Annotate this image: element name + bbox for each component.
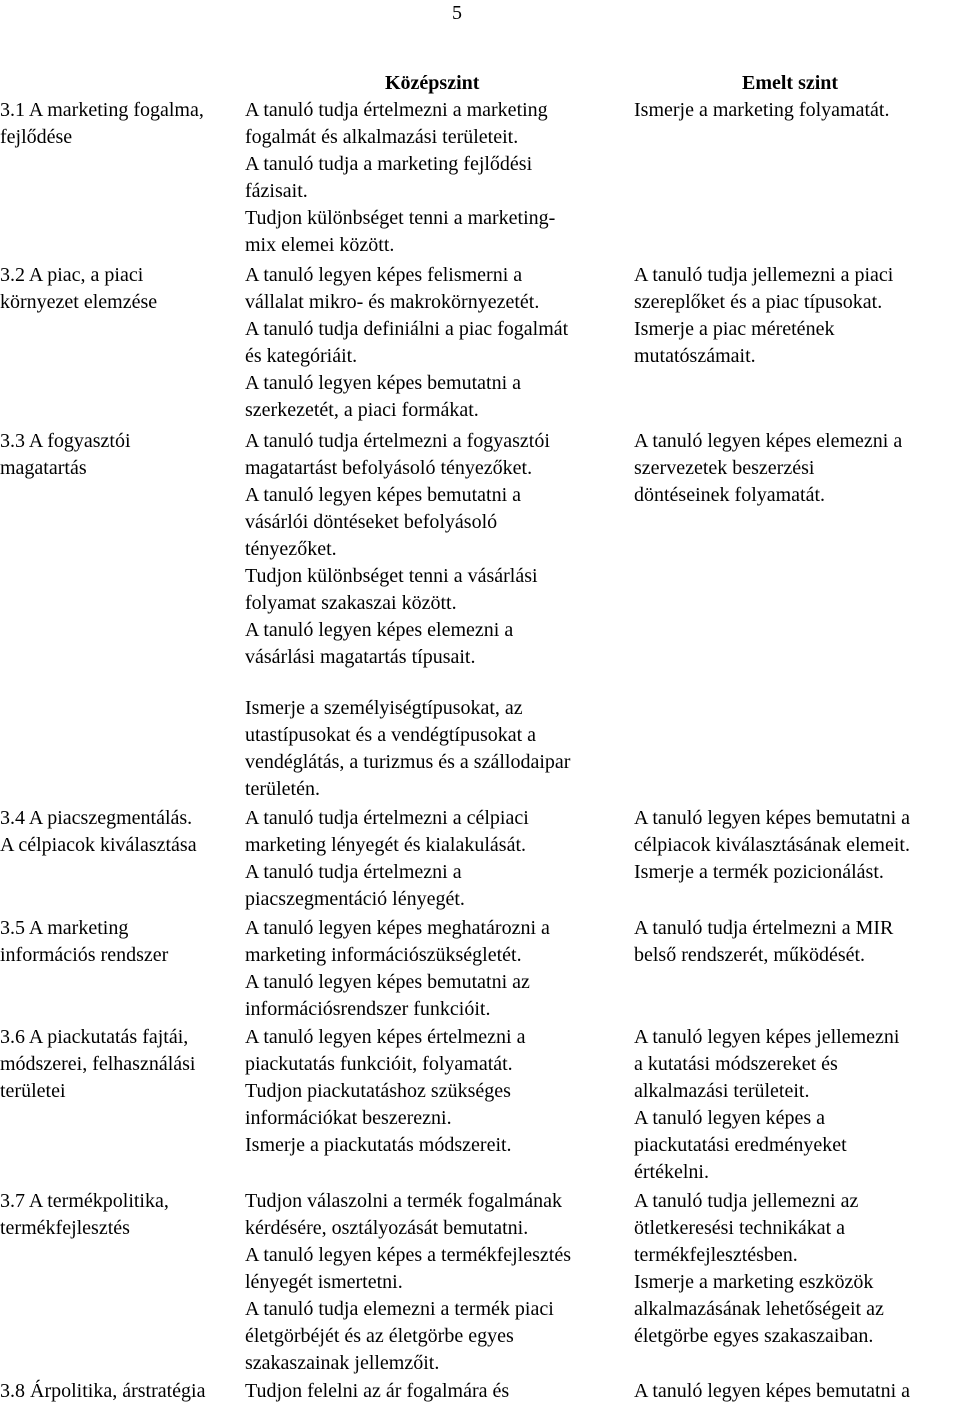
text-line: A tanuló legyen képes bemutatni a [245, 372, 522, 394]
text-line: A tanuló tudja jellemezni az [634, 1190, 859, 1212]
text-line: kérdésére, osztályozását bemutatni. [245, 1217, 529, 1239]
text-line: Tudjon különbséget tenni a marketing- [245, 207, 556, 229]
page-number: 5 [452, 2, 462, 24]
text-line: Ismerje a piackutatás módszereit. [245, 1134, 512, 1156]
text-line: magatartást befolyásoló tényezőket. [245, 457, 533, 479]
topic-cell [0, 1024, 195, 1105]
topic-cell [0, 915, 168, 969]
text-line: A tanuló legyen képes bemutatni a [634, 1380, 911, 1402]
text-line: A tanuló tudja definiálni a piac fogalmát [245, 318, 569, 340]
text-line: folyamat szakaszai között. [245, 592, 457, 614]
topic-cell [0, 1378, 206, 1405]
text-line: 3.4 A piacszegmentálás. [0, 807, 193, 829]
text-line: Tudjon válaszolni a termék fogalmának [245, 1190, 562, 1212]
topic-cell [0, 1188, 169, 1242]
text-line: 3.1 A marketing fogalma, [0, 99, 204, 121]
text-line: magatartás [0, 457, 87, 479]
text-line: termékfejlesztés [0, 1217, 130, 1239]
text-line: A tanuló legyen képes bemutatni az [245, 971, 530, 993]
text-line: marketing információszükségletét. [245, 944, 522, 966]
text-line: mix elemei között. [245, 234, 395, 256]
text-line: szereplőket és a piac típusokat. [634, 291, 883, 313]
text-line: piackutatási eredményeket [634, 1134, 847, 1156]
text-line: Ismerje a termék pozicionálást. [634, 861, 884, 883]
text-line: A tanuló tudja a marketing fejlődési [245, 153, 533, 175]
text-line: A tanuló tudja elemezni a termék piaci [245, 1298, 554, 1320]
text-line: vásárlói döntéseket befolyásoló [245, 511, 498, 533]
emelt-szint-cell [634, 1024, 899, 1186]
text-line: piackutatás funkcióit, folyamatát. [245, 1053, 513, 1075]
text-line: A tanuló legyen képes elemezni a [245, 619, 514, 641]
text-line: belső rendszerét, működését. [634, 944, 866, 966]
text-line: területén. [245, 778, 320, 800]
text-line: 3.3 A fogyasztói [0, 430, 131, 452]
emelt-szint-cell [634, 1188, 884, 1350]
text-line: A tanuló legyen képes a termékfejlesztés [245, 1244, 571, 1266]
text-line: utastípusokat és a vendégtípusokat a [245, 724, 537, 746]
text-line: szerkezetét, a piaci formákat. [245, 399, 479, 421]
text-line: Ismerje a személyiségtípusokat, az [245, 697, 523, 719]
text-line: A tanuló legyen képes jellemezni [634, 1026, 900, 1048]
kozepszint-cell [245, 915, 550, 1023]
text-line: területei [0, 1080, 66, 1102]
kozepszint-cell [245, 428, 550, 671]
text-line: piacszegmentáció lényegét. [245, 888, 465, 910]
text-line: vendéglátás, a turizmus és a szállodaipar [245, 751, 571, 773]
text-line: A tanuló tudja értelmezni a MIR [634, 917, 894, 939]
text-line: ötletkeresési technikákat a [634, 1217, 846, 1239]
emelt-szint-cell [634, 428, 902, 509]
text-line: A tanuló legyen képes meghatározni a [245, 917, 550, 939]
text-line: A tanuló tudja jellemezni a piaci [634, 264, 894, 286]
text-line: és kategóriáit. [245, 345, 358, 367]
emelt-szint-cell [634, 262, 893, 370]
text-line: A tanuló legyen képes bemutatni a [634, 807, 911, 829]
text-line: A tanuló legyen képes a [634, 1107, 826, 1129]
text-line: fejlődése [0, 126, 73, 148]
text-line: módszerei, felhasználási [0, 1053, 196, 1075]
text-line: 3.2 A piac, a piaci [0, 264, 144, 286]
text-line: értékelni. [634, 1161, 709, 1183]
text-line: Tudjon piackutatáshoz szükséges [245, 1080, 511, 1102]
kozepszint-cell [245, 1188, 571, 1377]
text-line: Ismerje a marketing folyamatát. [634, 99, 890, 121]
text-line: A tanuló tudja értelmezni a [245, 861, 462, 883]
text-line: vásárlási magatartás típusait. [245, 646, 476, 668]
text-line: A tanuló tudja értelmezni a célpiaci [245, 807, 529, 829]
header-kozepszint: Középszint [385, 72, 480, 94]
text-line: A tanuló tudja értelmezni a marketing [245, 99, 548, 121]
text-line: 3.5 A marketing [0, 917, 129, 939]
topic-cell [0, 262, 157, 316]
emelt-szint-cell [634, 1378, 910, 1405]
text-line: A célpiacok kiválasztása [0, 834, 197, 856]
text-line: célpiacok kiválasztásának elemeit. [634, 834, 910, 856]
kozepszint-cell [245, 97, 555, 259]
topic-cell [0, 805, 197, 859]
header-emelt-szint: Emelt szint [742, 72, 839, 94]
text-line: A tanuló legyen képes értelmezni a [245, 1026, 526, 1048]
text-line: marketing lényegét és kialakulását. [245, 834, 527, 856]
text-line: szervezetek beszerzési [634, 457, 815, 479]
text-line: alkalmazásának lehetőségeit az [634, 1298, 884, 1320]
text-line: A tanuló legyen képes bemutatni a [245, 484, 522, 506]
text-line: A tanuló legyen képes felismerni a [245, 264, 523, 286]
text-line: információs rendszer [0, 944, 169, 966]
text-line: Ismerje a piac méretének [634, 318, 835, 340]
text-line: Tudjon felelni az ár fogalmára és [245, 1380, 510, 1402]
text-line: tényezőket. [245, 538, 337, 560]
text-line: információkat beszerezni. [245, 1107, 452, 1129]
text-line: 3.7 A termékpolitika, [0, 1190, 169, 1212]
text-line: információsrendszer funkcióit. [245, 998, 491, 1020]
text-line: életgörbe egyes szakaszaiban. [634, 1325, 874, 1347]
topic-cell [0, 428, 131, 482]
text-line: 3.8 Árpolitika, árstratégia [0, 1380, 206, 1402]
text-line: A tanuló legyen képes elemezni a [634, 430, 903, 452]
text-line: mutatószámait. [634, 345, 756, 367]
topic-cell [0, 97, 204, 151]
text-line: A tanuló tudja értelmezni a fogyasztói [245, 430, 550, 452]
kozepszint-cell [245, 695, 570, 803]
text-line: környezet elemzése [0, 291, 158, 313]
kozepszint-cell [245, 805, 529, 913]
emelt-szint-cell [634, 915, 893, 969]
text-line: életgörbéjét és az életgörbe egyes [245, 1325, 514, 1347]
text-line: vállalat mikro- és makrokörnyezetét. [245, 291, 540, 313]
text-line: lényegét ismertetni. [245, 1271, 403, 1293]
text-line: a kutatási módszereket és [634, 1053, 838, 1075]
text-line: alkalmazási területeit. [634, 1080, 810, 1102]
emelt-szint-cell [634, 805, 910, 886]
text-line: termékfejlesztésben. [634, 1244, 798, 1266]
kozepszint-cell [245, 262, 568, 424]
text-line: 3.6 A piackutatás fajtái, [0, 1026, 189, 1048]
text-line: Ismerje a marketing eszközök [634, 1271, 874, 1293]
kozepszint-cell [245, 1378, 509, 1405]
text-line: döntéseinek folyamatát. [634, 484, 826, 506]
text-line: Tudjon különbséget tenni a vásárlási [245, 565, 538, 587]
text-line: szakaszainak jellemzőit. [245, 1352, 440, 1374]
text-line: fázisait. [245, 180, 308, 202]
emelt-szint-cell [634, 97, 889, 124]
text-line: fogalmát és alkalmazási területeit. [245, 126, 519, 148]
kozepszint-cell [245, 1024, 525, 1159]
